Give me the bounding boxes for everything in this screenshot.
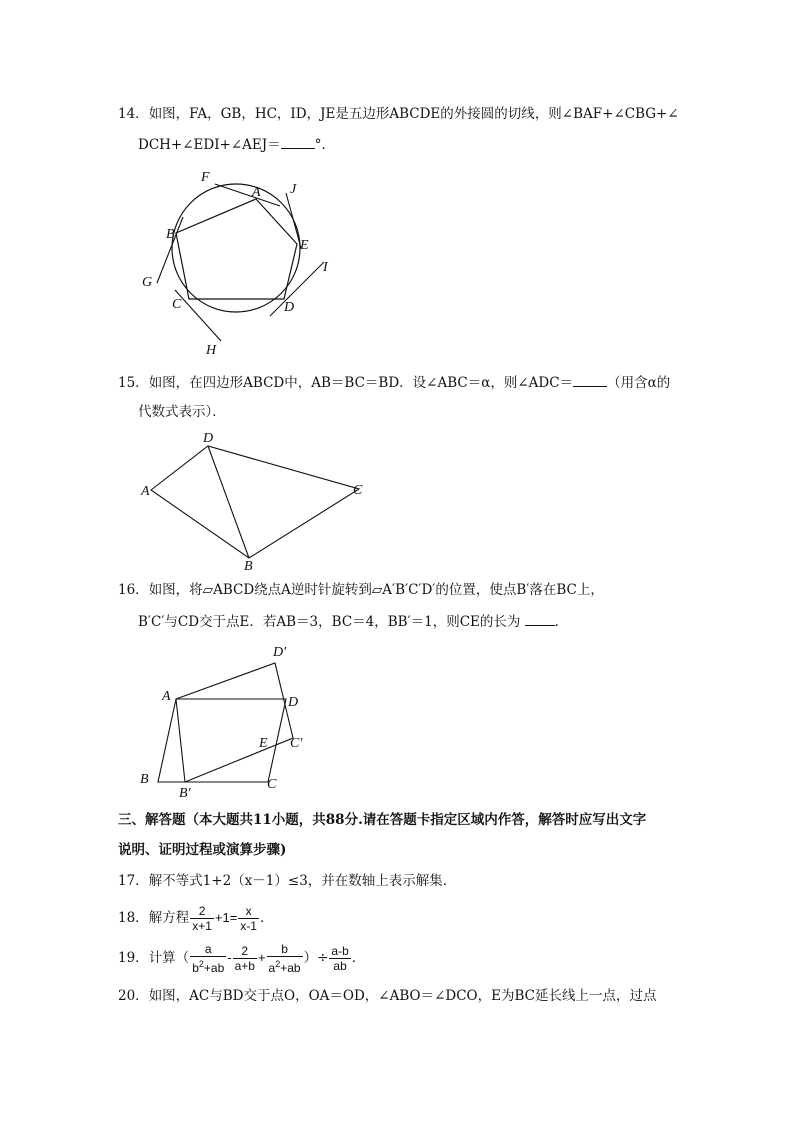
answer-blank [573,372,607,387]
q15-quadrilateral [151,446,359,558]
pentagon [176,199,297,299]
operator: ）÷ [303,950,329,966]
q16-text: 如图，将▱ABCD绕点A逆时针旋转到▱A′B′C′D′的位置，使点B′落在BC上， [148,582,604,598]
q16-text3: ． [554,614,569,630]
q20-text: 如图，AC与BD交于点O，OA＝OD，∠ABO＝∠DCO，E为BC延长线上一点，过点 [148,988,657,1004]
numerator: 2 [190,904,214,919]
fraction [190,942,226,975]
q14-text3: °． [314,137,335,153]
question-number: 19． [118,950,149,966]
label-c: C [172,297,182,312]
question-number: 18． [118,910,149,926]
q19 [118,940,365,976]
label-a: A [252,185,261,200]
exponent: 2 [275,959,281,969]
q16-label-c-prime: C′ [290,736,303,751]
numerator: b [267,942,303,957]
q15-label-b: B [244,559,253,574]
label-f: F [201,170,210,185]
numerator: a [190,942,226,957]
q15-line1 [118,372,670,393]
q15-text2: （用含α的 [607,375,671,391]
question-number: 20． [118,988,149,1004]
fraction [238,904,259,933]
label-j: J [290,182,297,197]
denominator: ab [333,959,347,973]
q15-label-c: C [353,483,363,498]
denominator: x-1 [240,919,257,933]
q15-label-a: A [141,484,150,499]
den-part: a [268,961,276,975]
den-part: +ab [203,961,225,975]
fraction [190,904,214,933]
denominator [267,957,303,975]
label-e: E [300,238,309,253]
q18-text: 解方程 [148,910,190,926]
q15-text3: 代数式表示）． [138,404,226,420]
q14-text: 如图，FA，GB，HC，ID，JE是五边形ABCDE的外接圆的切线，则∠BAF+∠CBG+∠ [148,106,679,122]
denominator: a+b [234,959,255,973]
q17 [118,871,456,891]
numerator: a-b [331,944,349,958]
q16-rotated-parallelogram [176,663,293,782]
q14-text2: DCH+∠EDI+∠AEJ＝ [138,137,281,153]
q16-label-d-prime: D′ [273,645,287,660]
den-part: b [192,961,199,975]
label-g: G [142,275,153,290]
label-d: D [284,300,295,315]
label-i: I [323,260,328,275]
label-b: B [166,227,175,242]
q15-text: 如图，在四边形ABCD中，AB＝BC＝BD．设∠ABC＝α，则∠ADC＝ [148,375,574,391]
q16-label-e: E [259,736,268,751]
fraction [267,942,303,975]
answer-blank [525,611,555,626]
label-h: H [206,343,217,358]
q20 [118,986,656,1006]
question-number: 17． [118,873,149,889]
denominator: x+1 [192,919,212,933]
q16-text2: B′C′与CD交于点E．若AB＝3，BC＝4，BB′＝1，则CE的长为 [138,614,521,630]
q18 [118,901,273,935]
q16-label-d: D [288,695,299,710]
section-heading-cont [118,840,286,860]
tangent-hc [175,290,221,341]
operator: + [257,950,266,965]
question-number: 14． [118,106,149,122]
q16-line1 [118,580,604,600]
section-heading [118,810,646,830]
fraction [233,944,257,973]
q15-label-d: D [203,431,214,446]
section-heading-line2: 说明、证明过程或演算步骤) [118,842,287,858]
circumcircle [172,184,300,312]
fraction [329,944,350,973]
q16-label-b-prime: B′ [179,786,191,801]
exponent: 2 [198,959,204,969]
operator: +1= [214,910,238,925]
period: ． [259,910,274,926]
q16-label-c: C [267,777,277,792]
q16-label-a: A [162,689,171,704]
tangent-id [270,262,324,316]
q15-diagonal-bd [208,446,249,558]
period: ． [351,950,366,966]
numerator: x [238,904,259,919]
q19-text: 计算（ [148,950,190,966]
q16-label-b: B [140,772,149,787]
question-number: 16． [118,582,149,598]
denominator [190,957,226,975]
q15-line2 [138,402,226,422]
q16-line2 [138,611,568,632]
den-part: +ab [280,961,301,975]
numerator: 2 [233,944,257,959]
q17-text: 解不等式1+2（x－1）≤3，并在数轴上表示解集． [148,873,457,889]
section-heading-line1: 三、解答题（本大题共11小题，共88分.请在答题卡指定区域内作答，解答时应写出文字 [118,812,647,828]
operator: - [227,950,232,965]
question-number: 15． [118,375,149,391]
